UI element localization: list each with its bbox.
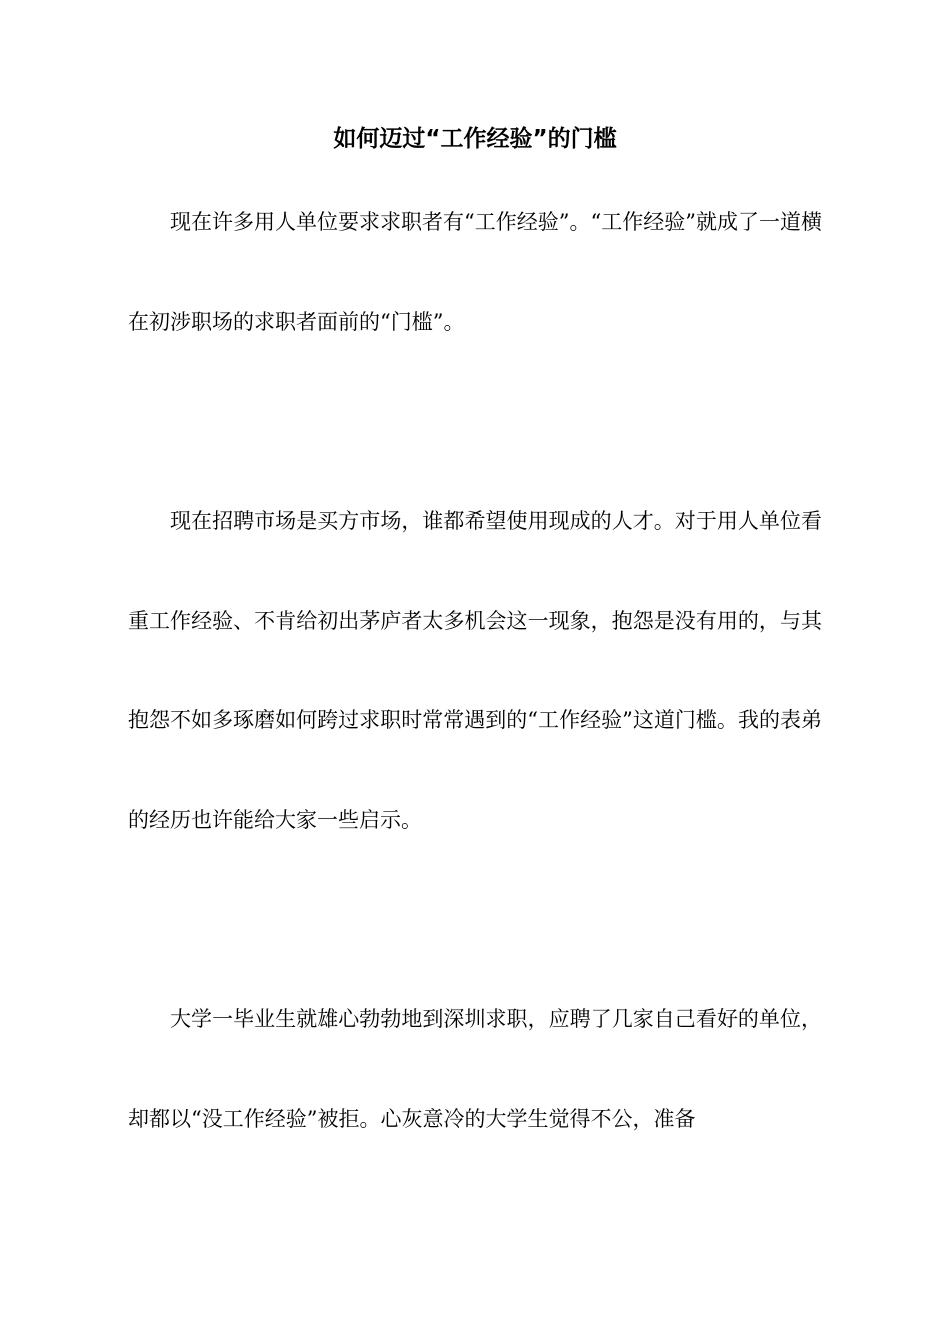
document-title: 如何迈过“工作经验”的门槛: [333, 126, 617, 152]
paragraph-3: 大学一毕业生就雄心勃勃地到深圳求职，应聘了几家自己看好的单位，却都以“没工作经验”被拒。心灰意冷的大学生觉得不公，准备: [128, 1007, 822, 1131]
paragraph-1: 现在许多用人单位要求求职者有“工作经验”。“工作经验”就成了一道横在初涉职场的求职者面前的“门槛”。: [128, 210, 822, 334]
paragraph-2: 现在招聘市场是买方市场，谁都希望使用现成的人才。对于用人单位看重工作经验、不肯给初出茅庐者太多机会这一现象，抱怨是没有用的，与其抱怨不如多琢磨如何跨过求职时常常遇到的“工作经验”这道门槛。我的表弟的经历也许能给大家一些启示。: [128, 509, 822, 832]
